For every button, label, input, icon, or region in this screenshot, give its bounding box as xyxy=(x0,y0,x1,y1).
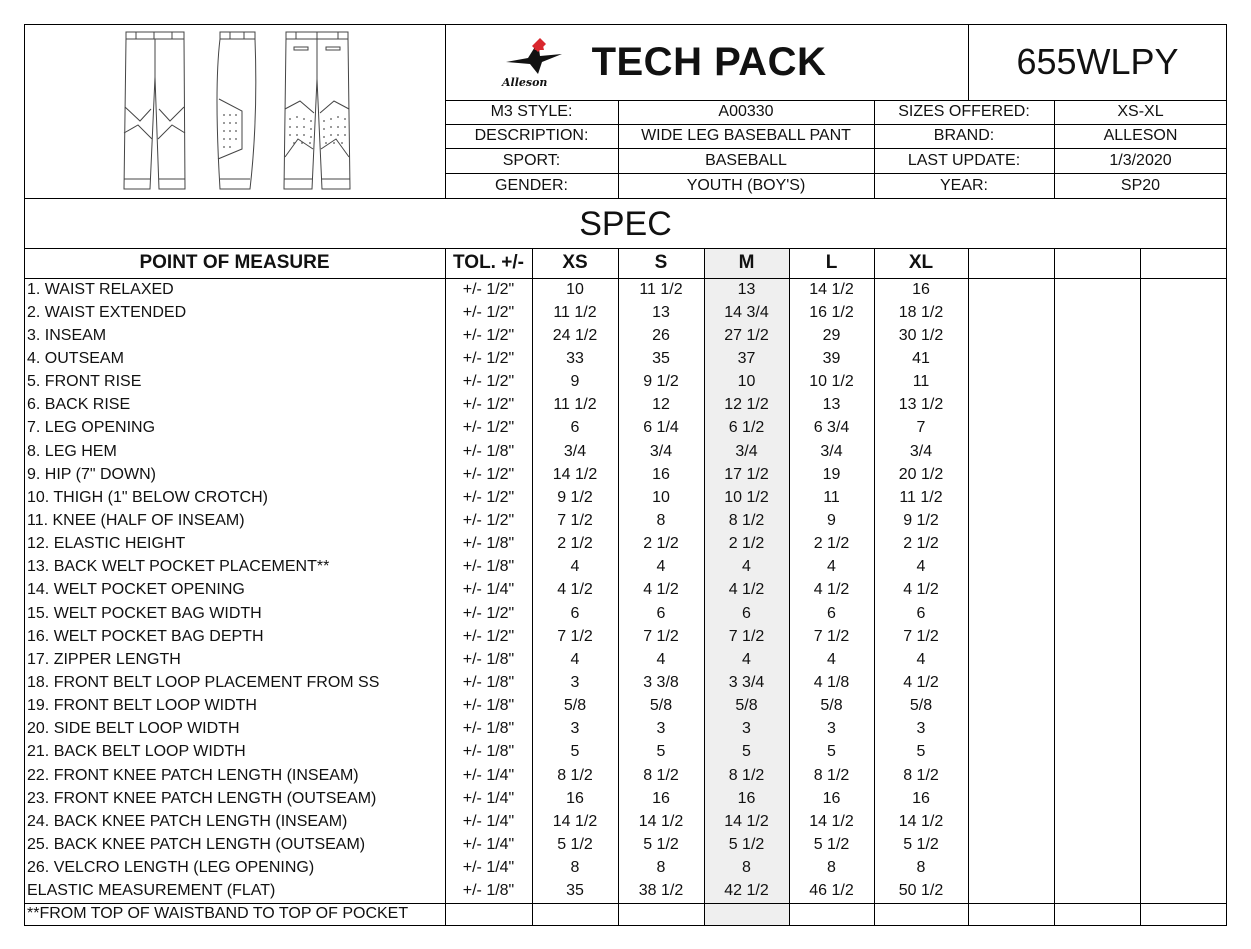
size-value: 2 1/2 xyxy=(813,535,850,553)
size-value: 6 xyxy=(916,604,926,622)
size-value: 3 xyxy=(827,720,836,738)
table-row xyxy=(24,880,1227,903)
measure-name: 5. FRONT RISE xyxy=(27,373,142,391)
tolerance-value: +/- 1/8" xyxy=(462,442,515,460)
size-value: 16 xyxy=(912,789,930,807)
table-row xyxy=(24,903,1227,926)
size-value: 11 1/2 xyxy=(899,488,943,506)
measure-name: 17. ZIPPER LENGTH xyxy=(27,650,181,668)
size-value: 4 1/2 xyxy=(903,673,939,691)
size-value: 6 xyxy=(742,604,751,622)
info-label: M3 STYLE: xyxy=(490,103,573,120)
tolerance-value: +/- 1/4" xyxy=(462,859,515,877)
size-value: 4 xyxy=(570,558,580,576)
size-value: 4 xyxy=(656,558,666,576)
header-point-of-measure: POINT OF MEASURE xyxy=(139,252,330,273)
table-row xyxy=(24,695,1227,718)
size-value: 8 1/2 xyxy=(903,766,939,784)
size-value xyxy=(874,903,968,926)
size-value: 14 1/2 xyxy=(898,812,944,830)
size-value: 3 xyxy=(570,673,580,691)
size-value: 8 1/2 xyxy=(643,766,679,784)
front-view-sketch xyxy=(124,32,185,189)
size-value: 14 1/2 xyxy=(724,812,769,830)
size-value: 3 3/8 xyxy=(643,673,679,691)
size-value: 50 1/2 xyxy=(898,882,944,900)
size-value: 5/8 xyxy=(820,697,843,715)
size-value: 14 1/2 xyxy=(638,812,684,830)
measure-name: 6. BACK RISE xyxy=(27,396,131,414)
table-row xyxy=(24,625,1227,648)
size-value: 4 xyxy=(742,650,751,668)
measure-name: 11. KNEE (HALF OF INSEAM) xyxy=(27,511,245,529)
size-value: 5 1/2 xyxy=(728,835,765,853)
measure-name: 23. FRONT KNEE PATCH LENGTH (OUTSEAM) xyxy=(27,789,377,807)
tolerance-value: +/- 1/4" xyxy=(462,789,515,807)
table-row xyxy=(24,857,1227,880)
size-value: 8 xyxy=(570,859,580,877)
size-value: 5 xyxy=(916,743,926,761)
size-value: 3/4 xyxy=(909,442,933,460)
size-value: 39 xyxy=(822,349,841,367)
table-row xyxy=(24,533,1227,556)
size-value: 35 xyxy=(566,882,584,900)
header-size-S: S xyxy=(654,252,668,273)
size-value: 6 xyxy=(827,604,836,622)
size-value: 7 xyxy=(916,419,926,437)
tolerance-value: +/- 1/4" xyxy=(462,766,515,784)
measure-name: 4. OUTSEAM xyxy=(27,349,124,367)
size-value: 2 1/2 xyxy=(903,535,939,553)
size-value: 35 xyxy=(652,349,670,367)
size-value: 5/8 xyxy=(649,697,673,715)
size-value: 6 xyxy=(570,604,580,622)
section-title: SPEC xyxy=(579,204,672,243)
size-value: 12 xyxy=(652,396,670,414)
size-value: 16 xyxy=(566,789,584,807)
table-row xyxy=(24,486,1227,509)
size-value: 7 1/2 xyxy=(728,627,765,645)
header-size-L: L xyxy=(825,252,838,273)
size-value: 9 xyxy=(570,373,580,391)
table-row xyxy=(24,556,1227,579)
header-size-XS: XS xyxy=(562,252,588,273)
measure-name: 26. VELCRO LENGTH (LEG OPENING) xyxy=(27,859,315,877)
size-value: 14 1/2 xyxy=(552,465,598,483)
size-value: 7 1/2 xyxy=(903,627,939,645)
size-value: 16 xyxy=(912,280,930,298)
size-value: 3 xyxy=(570,720,580,738)
size-value: 26 xyxy=(652,326,670,344)
size-value: 10 xyxy=(737,373,756,391)
measure-name: 7. LEG OPENING xyxy=(27,419,156,437)
size-value: 4 1/2 xyxy=(813,581,850,599)
size-value: 7 1/2 xyxy=(557,511,593,529)
size-value: 16 xyxy=(652,465,670,483)
tolerance-value: +/- 1/8" xyxy=(462,535,515,553)
table-row xyxy=(24,440,1227,463)
header-size-blank xyxy=(1140,248,1227,278)
size-value: 12 1/2 xyxy=(724,396,769,414)
size-value: 5/8 xyxy=(563,697,587,715)
size-value: 9 1/2 xyxy=(643,373,679,391)
size-value: 10 xyxy=(652,488,670,506)
size-value: 5 xyxy=(827,743,836,761)
style-number: 655WLPY xyxy=(1016,41,1179,82)
measure-name: ELASTIC MEASUREMENT (FLAT) xyxy=(27,882,276,900)
size-value: 9 xyxy=(827,511,836,529)
size-value: 3 xyxy=(742,720,751,738)
brand-logo-text: Alleson xyxy=(502,76,548,89)
size-value: 11 xyxy=(823,488,840,506)
table-row xyxy=(24,671,1227,694)
measure-name: 15. WELT POCKET BAG WIDTH xyxy=(27,604,262,622)
size-value: 5/8 xyxy=(909,697,933,715)
tolerance-value: +/- 1/8" xyxy=(462,743,515,761)
info-value: BASEBALL xyxy=(705,151,787,169)
header-size-blank xyxy=(1054,248,1140,278)
size-value: 6 1/4 xyxy=(643,419,679,437)
size-value: 3 xyxy=(916,720,926,738)
size-value: 29 xyxy=(822,326,841,344)
table-row xyxy=(24,301,1227,324)
size-value: 8 xyxy=(742,859,751,877)
size-value: 11 xyxy=(912,373,930,391)
table-row xyxy=(24,810,1227,833)
size-value: 10 1/2 xyxy=(809,373,854,391)
tolerance-value: +/- 1/2" xyxy=(462,419,515,437)
size-value: 4 xyxy=(916,650,926,668)
measure-name: 12. ELASTIC HEIGHT xyxy=(27,535,186,553)
info-label: LAST UPDATE: xyxy=(907,151,1021,169)
table-row xyxy=(24,602,1227,625)
page-title: TECH PACK xyxy=(591,39,827,84)
table-row xyxy=(24,347,1227,370)
tolerance-value: +/- 1/4" xyxy=(462,581,515,599)
size-value: 4 xyxy=(742,558,751,576)
table-row xyxy=(24,579,1227,602)
tolerance-value: +/- 1/2" xyxy=(462,349,515,367)
size-value: 6 xyxy=(656,604,666,622)
size-value xyxy=(789,903,874,926)
size-value: 14 1/2 xyxy=(552,812,598,830)
size-value: 5 xyxy=(656,743,666,761)
size-value: 3 xyxy=(656,720,666,738)
info-value: A00330 xyxy=(718,103,774,120)
size-value: 13 xyxy=(822,396,841,414)
size-value: 27 1/2 xyxy=(724,326,769,344)
table-row xyxy=(24,787,1227,810)
size-value: 4 1/8 xyxy=(813,673,850,691)
header-size-blank xyxy=(968,248,1054,278)
info-value: ALLESON xyxy=(1103,127,1178,144)
header-size-M: M xyxy=(738,252,755,273)
tolerance-value: +/- 1/2" xyxy=(462,488,515,506)
measure-name: 14. WELT POCKET OPENING xyxy=(27,581,245,599)
measure-name: 18. FRONT BELT LOOP PLACEMENT FROM SS xyxy=(27,673,380,691)
tolerance-value: +/- 1/2" xyxy=(462,396,515,414)
info-value: YOUTH (BOY'S) xyxy=(686,177,806,194)
tolerance-value: +/- 1/8" xyxy=(462,882,515,900)
size-value: 4 xyxy=(656,650,666,668)
size-value: 20 1/2 xyxy=(898,465,944,483)
size-value: 11 1/2 xyxy=(639,280,683,298)
tolerance-value xyxy=(445,903,532,926)
info-label: DESCRIPTION: xyxy=(474,127,589,144)
tolerance-value: +/- 1/4" xyxy=(462,835,515,853)
size-value: 14 1/2 xyxy=(809,812,854,830)
size-value: 5/8 xyxy=(735,697,758,715)
tolerance-value: +/- 1/2" xyxy=(462,280,515,298)
size-value: 41 xyxy=(912,349,930,367)
size-value: 5 1/2 xyxy=(643,835,679,853)
tolerance-value: +/- 1/2" xyxy=(462,465,515,483)
brand-logo xyxy=(498,36,568,94)
size-value: 19 xyxy=(822,465,841,483)
table-row xyxy=(24,718,1227,741)
size-value: 38 1/2 xyxy=(638,882,684,900)
measure-name: 13. BACK WELT POCKET PLACEMENT** xyxy=(27,558,330,576)
size-value: 7 1/2 xyxy=(643,627,679,645)
size-value: 6 xyxy=(570,419,580,437)
table-row xyxy=(24,394,1227,417)
size-value xyxy=(704,903,789,926)
size-value: 4 1/2 xyxy=(643,581,679,599)
size-value: 8 1/2 xyxy=(813,766,850,784)
measure-name: 10. THIGH (1" BELOW CROTCH) xyxy=(27,488,268,506)
spec-table xyxy=(24,248,1227,926)
tolerance-value: +/- 1/2" xyxy=(462,326,515,344)
back-view-sketch xyxy=(284,32,350,189)
size-value: 37 xyxy=(737,349,756,367)
size-value: 10 xyxy=(566,280,584,298)
table-row xyxy=(24,417,1227,440)
measure-name: 3. INSEAM xyxy=(27,326,107,344)
size-value: 33 xyxy=(566,349,584,367)
size-value: 24 1/2 xyxy=(552,326,598,344)
table-row xyxy=(24,833,1227,856)
size-value: 3 3/4 xyxy=(728,673,765,691)
side-view-sketch xyxy=(217,32,256,189)
size-value: 9 1/2 xyxy=(903,511,939,529)
table-row xyxy=(24,509,1227,532)
measure-name: 25. BACK KNEE PATCH LENGTH (OUTSEAM) xyxy=(27,835,366,853)
size-value: 7 1/2 xyxy=(557,627,593,645)
size-value: 8 xyxy=(656,859,666,877)
measure-name: **FROM TOP OF WAISTBAND TO TOP OF POCKET xyxy=(27,905,409,923)
size-value: 11 1/2 xyxy=(553,303,597,321)
measure-name: 9. HIP (7" DOWN) xyxy=(27,465,156,483)
info-label: SIZES OFFERED: xyxy=(898,103,1030,120)
tolerance-value: +/- 1/8" xyxy=(462,720,515,738)
size-value: 4 xyxy=(827,650,836,668)
size-value: 16 xyxy=(822,789,841,807)
measure-name: 22. FRONT KNEE PATCH LENGTH (INSEAM) xyxy=(27,766,359,784)
size-value: 5 xyxy=(742,743,751,761)
size-value: 16 1/2 xyxy=(809,303,854,321)
tolerance-value: +/- 1/8" xyxy=(462,673,515,691)
size-value: 3/4 xyxy=(735,442,758,460)
info-value: 1/3/2020 xyxy=(1109,151,1172,169)
size-value: 18 1/2 xyxy=(898,303,944,321)
size-value: 4 xyxy=(827,558,836,576)
measure-name: 24. BACK KNEE PATCH LENGTH (INSEAM) xyxy=(27,812,348,830)
tolerance-value: +/- 1/8" xyxy=(462,558,515,576)
tolerance-value: +/- 1/2" xyxy=(462,627,515,645)
size-value: 3/4 xyxy=(820,442,843,460)
measure-name: 1. WAIST RELAXED xyxy=(27,280,174,298)
size-value: 2 1/2 xyxy=(557,535,593,553)
size-value: 5 1/2 xyxy=(903,835,939,853)
table-row xyxy=(24,648,1227,671)
tolerance-value: +/- 1/8" xyxy=(462,650,515,668)
size-value: 10 1/2 xyxy=(724,488,769,506)
table-row xyxy=(24,463,1227,486)
tolerance-value: +/- 1/8" xyxy=(462,697,515,715)
tolerance-value: +/- 1/2" xyxy=(462,303,515,321)
size-value: 16 xyxy=(652,789,670,807)
tech-pack-sheet xyxy=(24,24,1227,926)
table-row xyxy=(24,741,1227,764)
info-label: BRAND: xyxy=(933,127,995,144)
table-row xyxy=(24,764,1227,787)
info-value: XS-XL xyxy=(1117,103,1164,120)
size-value: 11 1/2 xyxy=(553,396,597,414)
size-value: 5 xyxy=(570,743,580,761)
size-value: 5 1/2 xyxy=(557,835,593,853)
size-value: 13 xyxy=(652,303,670,321)
table-row xyxy=(24,278,1227,301)
size-value: 4 1/2 xyxy=(903,581,939,599)
size-value: 4 xyxy=(570,650,580,668)
tolerance-value: +/- 1/2" xyxy=(462,604,515,622)
size-value: 6 3/4 xyxy=(813,419,850,437)
measure-name: 8. LEG HEM xyxy=(27,442,117,460)
info-value: SP20 xyxy=(1120,177,1161,194)
size-value: 3/4 xyxy=(563,442,587,460)
size-value: 8 xyxy=(827,859,836,877)
size-value: 16 xyxy=(737,789,756,807)
measure-name: 21. BACK BELT LOOP WIDTH xyxy=(27,743,246,761)
size-value: 42 1/2 xyxy=(724,882,769,900)
size-value: 6 1/2 xyxy=(728,419,765,437)
size-value: 5 1/2 xyxy=(813,835,850,853)
info-label: YEAR: xyxy=(939,177,988,194)
size-value: 8 1/2 xyxy=(557,766,593,784)
size-value: 9 1/2 xyxy=(557,488,593,506)
info-label: SPORT: xyxy=(502,151,561,169)
header-size-XL: XL xyxy=(908,252,934,273)
size-value xyxy=(532,903,618,926)
measure-name: 2. WAIST EXTENDED xyxy=(27,303,187,321)
size-value: 8 1/2 xyxy=(728,511,765,529)
tolerance-value: +/- 1/2" xyxy=(462,373,515,391)
size-value: 13 1/2 xyxy=(898,396,944,414)
size-value: 2 1/2 xyxy=(728,535,765,553)
size-value: 8 1/2 xyxy=(728,766,765,784)
measure-name: 19. FRONT BELT LOOP WIDTH xyxy=(27,697,257,715)
info-label: GENDER: xyxy=(495,177,568,194)
garment-sketch xyxy=(114,29,374,194)
size-value: 4 1/2 xyxy=(728,581,765,599)
info-value: WIDE LEG BASEBALL PANT xyxy=(641,127,851,144)
size-value: 3/4 xyxy=(649,442,673,460)
size-value: 2 1/2 xyxy=(643,535,679,553)
table-row xyxy=(24,324,1227,347)
size-value: 14 3/4 xyxy=(724,303,769,321)
size-value: 46 1/2 xyxy=(809,882,854,900)
tolerance-value: +/- 1/4" xyxy=(462,812,515,830)
size-value: 17 1/2 xyxy=(724,465,769,483)
size-value: 4 xyxy=(916,558,926,576)
size-value: 30 1/2 xyxy=(898,326,944,344)
size-value: 4 1/2 xyxy=(557,581,593,599)
alleson-star-icon xyxy=(498,36,568,76)
size-value: 14 1/2 xyxy=(809,280,854,298)
table-row xyxy=(24,371,1227,394)
header-tolerance: TOL. +/- xyxy=(453,252,524,273)
measure-name: 20. SIDE BELT LOOP WIDTH xyxy=(27,720,240,738)
tolerance-value: +/- 1/2" xyxy=(462,511,515,529)
size-value: 8 xyxy=(916,859,926,877)
size-value xyxy=(618,903,704,926)
size-value: 7 1/2 xyxy=(813,627,850,645)
measure-name: 16. WELT POCKET BAG DEPTH xyxy=(27,627,264,645)
size-value: 13 xyxy=(737,280,756,298)
size-value: 8 xyxy=(656,511,666,529)
